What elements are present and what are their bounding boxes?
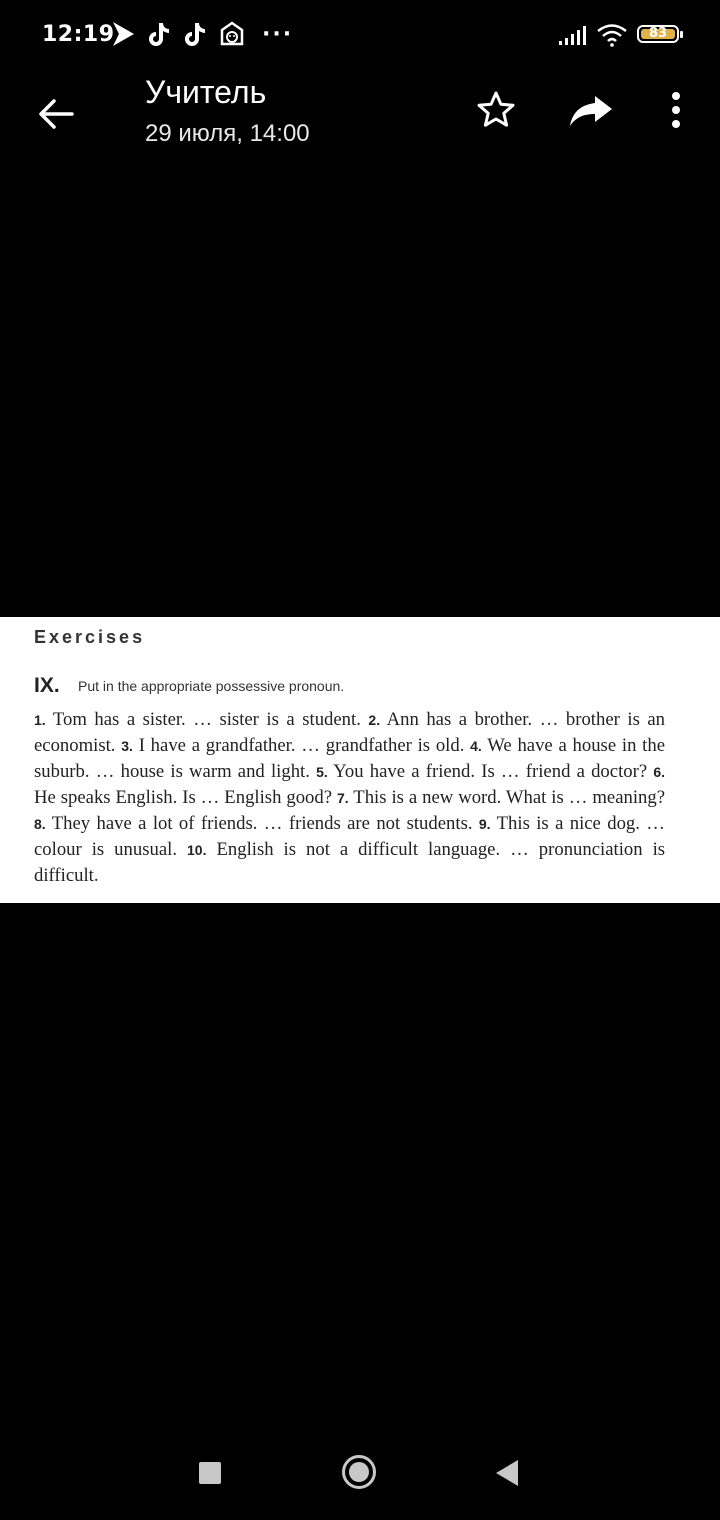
item-number: 1. — [34, 712, 46, 728]
exercise-number: IX. — [34, 674, 60, 697]
home-icon[interactable] — [341, 1454, 377, 1490]
item-number: 3. — [121, 738, 133, 754]
item-text: This is a new word. What is … meaning? — [353, 787, 666, 808]
play-icon — [110, 20, 136, 48]
item-text: They have a lot of friends. … friends are not students. — [51, 813, 473, 834]
back-arrow-icon[interactable] — [36, 94, 76, 134]
item-number: 8. — [34, 816, 46, 832]
item-text: He speaks English. Is … English good? — [34, 787, 333, 808]
more-dots-icon: ··· — [262, 22, 294, 47]
item-text: You have a friend. Is … friend a doctor? — [333, 761, 648, 782]
navigation-bar — [0, 1430, 720, 1520]
star-icon[interactable] — [476, 90, 516, 130]
tiktok-icon — [182, 20, 206, 48]
item-text: Tom has a sister. … sister is a student. — [52, 709, 361, 730]
item-text: Ann has a brother. … brother is an economist. — [34, 709, 666, 756]
page-subtitle: 29 июля, 14:00 — [145, 120, 310, 147]
more-vertical-icon[interactable] — [660, 90, 692, 130]
item-number: 2. — [368, 712, 381, 728]
status-time: 12:19 — [42, 22, 115, 47]
signal-icon — [558, 24, 588, 46]
tiktok-icon — [146, 20, 170, 48]
wifi-icon — [596, 23, 628, 47]
photo-content[interactable] — [0, 617, 720, 903]
battery-icon — [637, 25, 679, 43]
page-title: Учитель — [145, 74, 267, 110]
item-number: 10. — [187, 842, 207, 858]
item-number: 7. — [336, 790, 349, 806]
back-icon[interactable] — [494, 1458, 520, 1488]
share-icon[interactable] — [568, 90, 614, 130]
cat-icon — [218, 20, 246, 48]
item-number: 6. — [653, 764, 666, 780]
item-text: This is a nice dog. … colour is unusual. — [34, 813, 665, 860]
item-text: English is not a difficult language. … pronunciation is difficult. — [34, 839, 666, 886]
item-number: 4. — [470, 738, 482, 754]
app-bar — [0, 70, 720, 160]
battery-level: 83 — [648, 26, 668, 41]
status-bar — [0, 0, 720, 70]
exercises-heading: Exercises — [34, 627, 146, 647]
item-text: We have a house in the suburb. … house is warm and light. — [34, 735, 665, 782]
item-number: 9. — [478, 816, 491, 832]
exercise-instruction: Put in the appropriate possessive pronoun. — [78, 678, 345, 694]
exercise-text — [34, 707, 665, 889]
item-number: 5. — [316, 764, 328, 780]
item-text: I have a grandfather. … grandfather is old. — [138, 735, 465, 756]
recent-apps-icon[interactable] — [199, 1462, 221, 1484]
